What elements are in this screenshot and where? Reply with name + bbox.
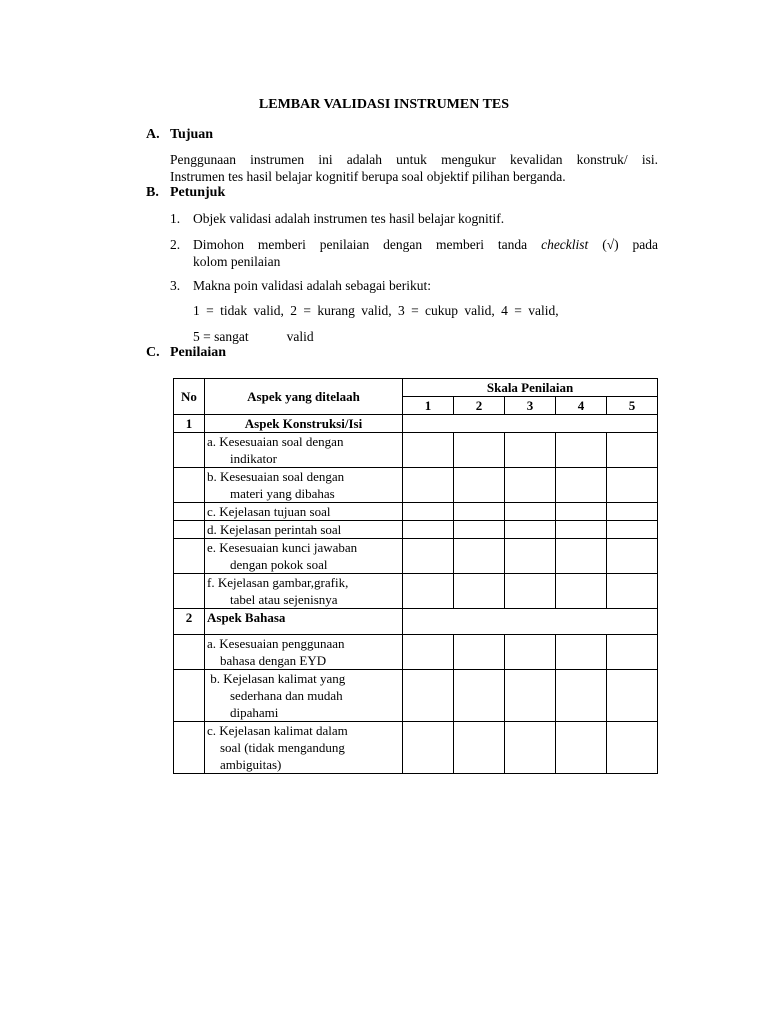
assessment-table — [173, 378, 658, 774]
no-cell — [174, 433, 205, 468]
instruction-text-line-2: kolom penilaian — [193, 254, 281, 269]
rating-cell-3[interactable] — [505, 670, 556, 722]
instruction-text: Makna poin validasi adalah sebagai berikut: — [193, 278, 432, 293]
aspect-cell — [205, 468, 403, 503]
scale-4: 4 — [556, 397, 607, 415]
table-row — [174, 503, 658, 521]
rating-cell-3[interactable] — [505, 722, 556, 774]
aspect-line: e. Kesesuaian kunci jawaban — [207, 540, 358, 555]
rating-cell-4[interactable] — [556, 574, 607, 609]
aspect-line: dipahami — [230, 705, 279, 720]
aspect-cell — [205, 722, 403, 774]
rating-cell-5[interactable] — [607, 539, 658, 574]
aspect-cell — [205, 635, 403, 670]
no-cell — [174, 539, 205, 574]
scale-meaning-part: valid — [286, 329, 314, 344]
group-title: Aspek Bahasa — [205, 609, 403, 635]
no-cell — [174, 635, 205, 670]
section-a-heading — [146, 127, 213, 143]
section-c-label: Penilaian — [170, 345, 227, 360]
rating-cell-1[interactable] — [403, 521, 454, 539]
rating-cell-2[interactable] — [454, 635, 505, 670]
scale-3: 3 — [505, 397, 556, 415]
section-c-heading — [146, 345, 226, 361]
section-a-label: Tujuan — [170, 127, 214, 142]
instruction-item-1 — [170, 210, 658, 227]
rating-cell-1[interactable] — [403, 433, 454, 468]
no-cell — [174, 574, 205, 609]
rating-cell-3[interactable] — [505, 574, 556, 609]
table-row — [174, 521, 658, 539]
rating-cell-2[interactable] — [454, 574, 505, 609]
no-cell — [174, 521, 205, 539]
section-b-heading — [146, 185, 225, 201]
rating-cell-3[interactable] — [505, 635, 556, 670]
aspect-cell — [205, 670, 403, 722]
no-cell — [174, 670, 205, 722]
group-row-bahasa — [174, 609, 658, 635]
checklist-emphasis: checklist — [541, 237, 589, 252]
rating-cell-5[interactable] — [607, 670, 658, 722]
aspect-cell: d. Kejelasan perintah soal — [205, 521, 403, 539]
instruction-number: 1. — [170, 211, 181, 226]
aspect-line: tabel atau sejenisnya — [230, 592, 338, 607]
rating-cell-1[interactable] — [403, 670, 454, 722]
scale-meaning-part: 5 = sangat — [193, 329, 249, 344]
no-cell — [174, 468, 205, 503]
section-b-label: Petunjuk — [170, 185, 226, 200]
document-title: LEMBAR VALIDASI INSTRUMEN TES — [258, 97, 510, 112]
no-cell — [174, 722, 205, 774]
group-row-konstruksi — [174, 415, 658, 433]
header-skala: Skala Penilaian — [403, 379, 658, 397]
rating-cell-2[interactable] — [454, 722, 505, 774]
aspect-line: ambiguitas) — [220, 757, 282, 772]
rating-cell-5[interactable] — [607, 574, 658, 609]
group-blank — [403, 609, 658, 635]
group-number: 2 — [174, 609, 205, 635]
section-b-number: B. — [146, 185, 159, 200]
rating-cell-3[interactable] — [505, 539, 556, 574]
rating-cell-4[interactable] — [556, 521, 607, 539]
instruction-text: Objek validasi adalah instrumen tes hasil belajar kognitif. — [193, 211, 505, 226]
instruction-number: 3. — [170, 278, 181, 293]
aspect-cell — [205, 539, 403, 574]
aspect-cell: c. Kejelasan tujuan soal — [205, 503, 403, 521]
aspect-line: indikator — [230, 451, 277, 466]
table-header-row — [174, 379, 658, 397]
rating-cell-3[interactable] — [505, 503, 556, 521]
rating-cell-4[interactable] — [556, 635, 607, 670]
aspect-line: dengan pokok soal — [230, 557, 328, 572]
rating-cell-3[interactable] — [505, 468, 556, 503]
section-a-line-2: Instrumen tes hasil belajar kognitif berupa soal objektif pilihan berganda. — [170, 169, 566, 184]
rating-cell-2[interactable] — [454, 670, 505, 722]
rating-cell-1[interactable] — [403, 635, 454, 670]
aspect-cell — [205, 574, 403, 609]
aspect-line: sederhana dan mudah — [230, 688, 343, 703]
scale-2: 2 — [454, 397, 505, 415]
table-row — [174, 468, 658, 503]
rating-cell-1[interactable] — [403, 722, 454, 774]
rating-cell-1[interactable] — [403, 574, 454, 609]
rating-cell-2[interactable] — [454, 503, 505, 521]
rating-cell-4[interactable] — [556, 503, 607, 521]
instruction-number: 2. — [170, 237, 181, 252]
rating-cell-3[interactable] — [505, 433, 556, 468]
rating-cell-1[interactable] — [403, 468, 454, 503]
section-c-number: C. — [146, 345, 160, 360]
aspect-cell — [205, 433, 403, 468]
rating-cell-4[interactable] — [556, 539, 607, 574]
rating-cell-5[interactable] — [607, 635, 658, 670]
scale-meaning-line-1: 1 = tidak valid, 2 = kurang valid, 3 = cukup valid, 4 = valid, — [193, 303, 559, 318]
rating-cell-1[interactable] — [403, 503, 454, 521]
rating-cell-5[interactable] — [607, 722, 658, 774]
rating-cell-3[interactable] — [505, 521, 556, 539]
rating-cell-5[interactable] — [607, 521, 658, 539]
rating-cell-5[interactable] — [607, 433, 658, 468]
aspect-line: c. Kejelasan kalimat dalam — [207, 723, 348, 738]
group-number: 1 — [174, 415, 205, 433]
aspect-line: b. Kejelasan kalimat yang — [207, 671, 346, 686]
scale-1: 1 — [403, 397, 454, 415]
scale-meaning-line-2 — [193, 328, 314, 345]
instruction-text-part: Dimohon memberi penilaian dengan memberi tanda — [193, 237, 528, 252]
rating-cell-4[interactable] — [556, 670, 607, 722]
no-cell — [174, 503, 205, 521]
instruction-item-3 — [170, 277, 658, 294]
aspect-line: bahasa dengan EYD — [220, 653, 327, 668]
rating-cell-5[interactable] — [607, 468, 658, 503]
section-a-line-1: Penggunaan instrumen ini adalah untuk mengukur kevalidan konstruk/ isi. — [170, 152, 658, 167]
aspect-line: materi yang dibahas — [230, 486, 335, 501]
table-row — [174, 433, 658, 468]
table-row — [174, 574, 658, 609]
table-row — [174, 635, 658, 670]
instruction-item-2 — [170, 236, 658, 270]
header-aspek: Aspek yang ditelaah — [205, 379, 403, 415]
group-title: Aspek Konstruksi/Isi — [205, 415, 403, 433]
instruction-text-part: (√) pada — [602, 237, 659, 252]
rating-cell-2[interactable] — [454, 521, 505, 539]
header-no: No — [174, 379, 205, 415]
table-row — [174, 539, 658, 574]
aspect-line: b. Kesesuaian soal dengan — [207, 469, 345, 484]
table-row — [174, 670, 658, 722]
aspect-line: a. Kesesuaian soal dengan — [207, 434, 344, 449]
rating-cell-4[interactable] — [556, 468, 607, 503]
instruction-text-line-1 — [193, 236, 658, 253]
rating-cell-1[interactable] — [403, 539, 454, 574]
table-row — [174, 722, 658, 774]
group-blank — [403, 415, 658, 433]
rating-cell-2[interactable] — [454, 433, 505, 468]
scale-5: 5 — [607, 397, 658, 415]
rating-cell-2[interactable] — [454, 539, 505, 574]
rating-cell-4[interactable] — [556, 722, 607, 774]
rating-cell-2[interactable] — [454, 468, 505, 503]
aspect-line: soal (tidak mengandung — [220, 740, 345, 755]
rating-cell-5[interactable] — [607, 503, 658, 521]
section-a-number: A. — [146, 127, 160, 142]
aspect-line: f. Kejelasan gambar,grafik, — [207, 575, 349, 590]
aspect-line: a. Kesesuaian penggunaan — [207, 636, 345, 651]
rating-cell-4[interactable] — [556, 433, 607, 468]
